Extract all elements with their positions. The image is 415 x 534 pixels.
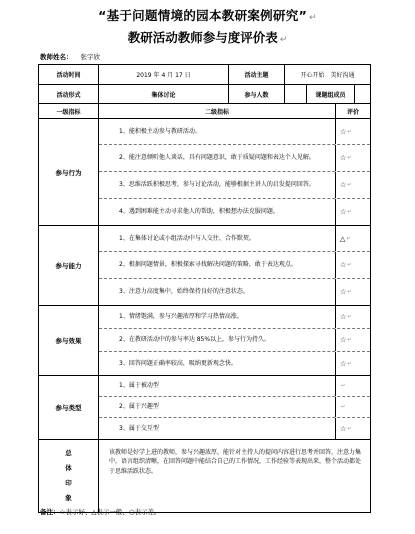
participant-count-label: 参与人数 [229,85,285,103]
criterion-text: 4、遇到困难能主动寻求他人的帮助，积极想办法克服问题。 [99,199,336,225]
cell-mark-icon: ↵ [347,289,352,295]
rating-cell[interactable] [336,199,370,225]
paragraph-mark-icon: ↵ [279,35,288,45]
title-line-1-text: “基于问题情境的园本教研案例研究” [98,8,308,23]
rating-cell[interactable] [336,329,370,351]
activity-theme-value[interactable]: 开心开始 美好沟通 [300,72,355,79]
header-level2: 二级指标 [99,104,336,118]
cell-mark-icon: ↵ [347,337,352,343]
rating-cell[interactable] [336,352,370,375]
category-participation-ability [39,226,370,306]
rating-value: ☆ [340,261,347,269]
list-item [99,279,370,305]
rating-value: ☆ [340,208,347,216]
criterion-text: 3、注意力高度集中，始终保持良好的注意状态。 [99,279,336,305]
criterion-text: 3、回答问题正确率较高，吸纳更新观念快。 [99,352,336,375]
overall-impression-row [39,440,370,512]
list-item [99,226,370,252]
summary-label-char: 总 [65,449,72,458]
rating-cell[interactable] [336,418,370,439]
criterion-text: 2、根据问题情景，积极探索寻找解决问题的策略，敢于表达观点。 [99,252,336,278]
rating-cell[interactable] [336,279,370,305]
category-label: 参与类型 [39,376,99,439]
rating-cell[interactable] [336,226,370,251]
list-item [99,352,370,375]
cell-mark-icon: ↵ [347,155,352,161]
overall-impression-text[interactable]: 该教师是好学上进的教师，参与兴趣浓厚，能针对主持人的提问内容进行思考并回答，注意力集中，语言组织清晰，在回答问题中能结合自己的工作情况，工作经验等表现出来，整个活动都处于思维活跃状态。 [109,449,362,475]
list-item [99,252,370,279]
criterion-text: 2、在教研活动中的参与率达 85%以上，参与行为持久。 [99,329,336,351]
rating-value: ☆ [340,313,347,321]
info-row-format [39,85,370,104]
activity-format-label: 活动形式 [39,85,99,103]
rating-cell[interactable] [336,376,370,396]
rating-value: ☆ [340,359,347,368]
table-header-row [39,104,370,119]
rating-cell[interactable] [336,119,370,144]
criterion-text: 2、能注意倾听他人谈话，具有问题意识，敢于质疑问题和表达个人见解。 [99,145,336,171]
header-rating: 评价 [346,108,359,116]
category-participation-behavior [39,119,370,226]
rating-cell[interactable] [336,252,370,278]
participant-count-value[interactable] [285,85,307,103]
teacher-name-label: 教师姓名： [40,53,73,61]
cell-mark-icon: ↵ [347,314,352,320]
criterion-text: 3、思维活跃积极思考，参与讨论活动，能够根据主讲人的启发提问回答。 [99,172,336,198]
rating-value: ☆ [340,181,347,189]
list-item [99,306,370,329]
rating-value: ☆ [340,127,347,136]
rating-value: ☆ [340,336,347,344]
activity-time-label: 活动时间 [39,65,99,84]
criterion-text: 1、在集体讨论或小组活动中与人交往、合作默契。 [99,226,336,251]
footnote-label: 备注： [40,508,60,516]
cell-mark-icon: ↵ [347,209,352,215]
cell-mark-icon: ↵ [347,128,352,135]
rating-value: ☆ [340,154,347,162]
cell-mark-icon: ↵ [341,383,346,389]
cell-mark-icon: ↵ [341,404,346,410]
paragraph-mark-icon: ↵ [309,13,317,23]
list-item [99,329,370,352]
list-item [99,397,370,418]
cell-mark-icon: ↵ [347,182,352,188]
rating-cell[interactable] [336,397,370,417]
category-label: 参与能力 [39,226,99,305]
teacher-name-value[interactable]: 张宇欣 [80,53,100,61]
rating-cell[interactable] [336,172,370,198]
category-label: 参与行为 [39,119,99,225]
evaluation-table [38,64,371,513]
group-members-label: 课题组成员 [307,85,355,103]
list-item [99,145,370,172]
list-item [99,376,370,397]
criterion-text: 1、属于被动型 [99,376,336,396]
list-item [99,199,370,225]
criterion-text: 2、属于兴趣型 [99,397,336,417]
rating-value: ☆ [340,424,347,433]
list-item [99,418,370,439]
activity-theme-label: 活动主题 [229,65,285,84]
header-level1: 一级指标 [39,104,99,118]
rating-value: ☆ [340,288,347,296]
criterion-text: 1、能积极主动参与教研活动。 [99,119,336,144]
footnote [40,507,161,516]
activity-format-value[interactable]: 集体讨论 [99,85,229,103]
title-line-2 [0,28,415,46]
criterion-text: 3、属于交互型 [99,418,336,439]
rating-cell[interactable] [336,145,370,171]
activity-time-value[interactable]: 2019 年 4 月 17 日 [99,65,229,84]
rating-cell[interactable] [336,306,370,328]
summary-label-char: 象 [65,493,72,502]
title-line-1 [0,6,415,24]
category-label: 参与效果 [39,306,99,375]
teacher-name-line [40,52,100,61]
footnote-text: ☆表示好、△表示一般、○表示差。 [59,508,161,516]
category-participation-type [39,376,370,440]
category-participation-effect [39,306,370,376]
group-members-value[interactable] [355,85,370,103]
title-line-2-text: 教研活动教师参与度评价表 [127,30,278,45]
cell-mark-icon: ↵ [347,262,352,268]
cell-mark-icon: ↵ [347,425,352,432]
criterion-text: 1、情绪饱满，参与兴趣浓厚和学习热情高涨。 [99,306,336,328]
cell-mark-icon: ↵ [346,235,351,242]
summary-label-char: 体 [65,464,72,473]
cell-mark-icon: ↵ [347,360,352,367]
list-item [99,119,370,145]
overall-impression-label [39,440,99,512]
rating-value: △ [340,234,346,243]
list-item [99,172,370,199]
info-row-time [39,65,370,85]
summary-label-char: 印 [65,479,72,487]
